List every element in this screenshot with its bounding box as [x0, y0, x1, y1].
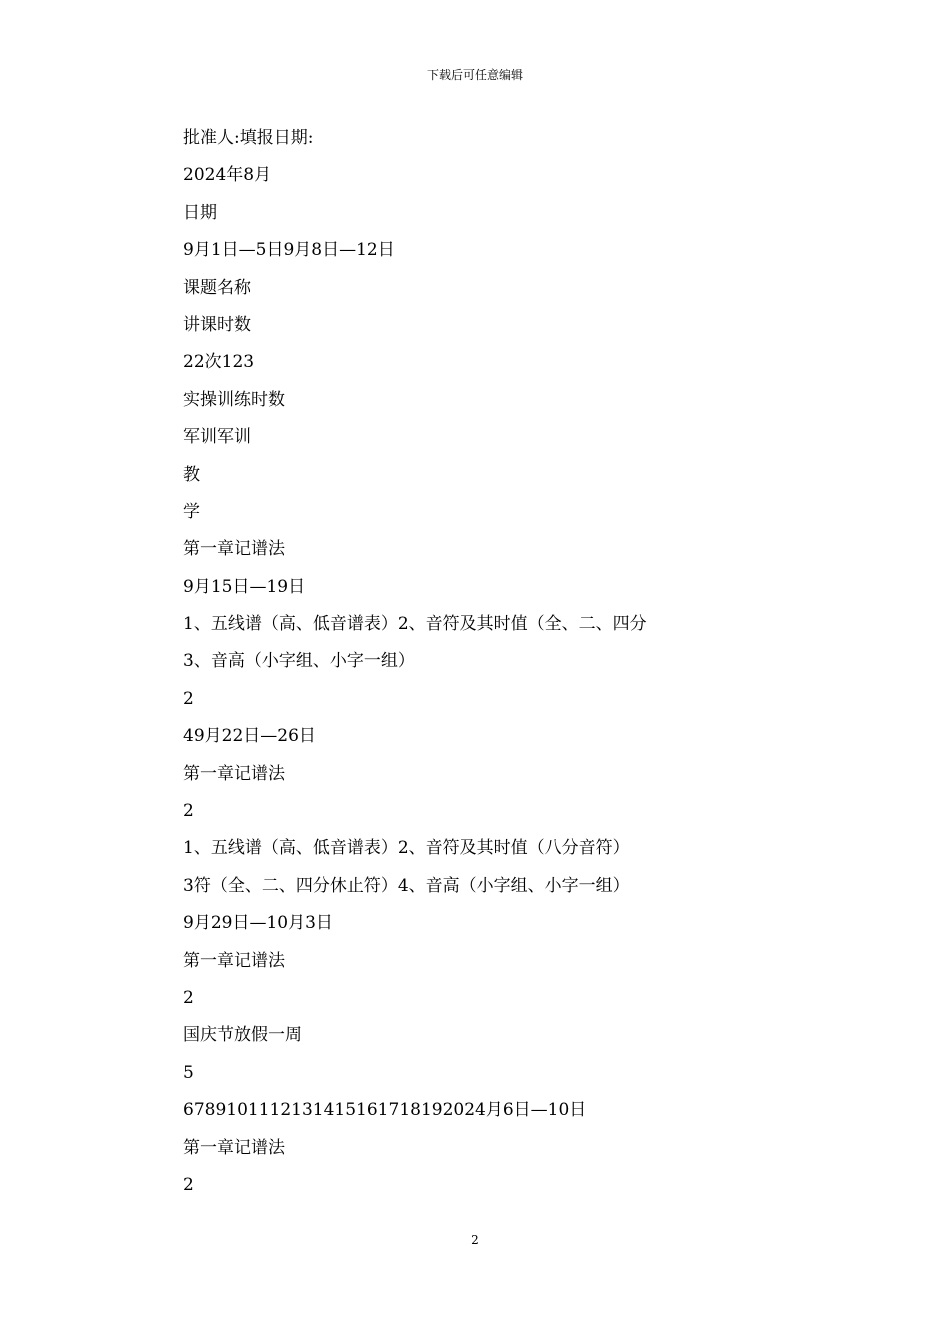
text-line: 教: [183, 464, 200, 485]
text-line: 6789101112131415161718192024月6日—10日: [183, 1100, 587, 1121]
text-line: 实操训练时数: [183, 389, 285, 410]
text-line: 2024年8月: [183, 165, 272, 186]
text-line: 1、五线谱（高、低音谱表）2、音符及其时值（全、二、四分: [183, 614, 647, 635]
text-line: 1、五线谱（高、低音谱表）2、音符及其时值（八分音符）: [183, 838, 630, 859]
text-line: 2: [183, 987, 194, 1008]
text-line: 5: [183, 1062, 194, 1083]
text-line: 讲课时数: [183, 314, 251, 335]
text-line: 3、音高（小字组、小字一组）: [183, 651, 415, 672]
text-line: 批准人:填报日期:: [183, 128, 314, 148]
text-line: 2: [183, 688, 194, 709]
text-line: 第一章记谱法: [183, 1137, 285, 1158]
text-line: 22次123: [183, 352, 255, 373]
text-line: 课题名称: [183, 277, 251, 298]
page-number: 2: [471, 1233, 479, 1247]
page-header: 下载后可任意编辑: [426, 68, 523, 82]
text-line: 第一章记谱法: [183, 539, 285, 560]
text-line: 学: [183, 501, 200, 522]
text-line: 49月22日—26日: [183, 726, 316, 747]
text-line: 日期: [183, 202, 217, 223]
text-line: 2: [183, 1174, 194, 1195]
text-line: 9月29日—10月3日: [183, 913, 333, 934]
text-line: 9月1日—5日9月8日—12日: [183, 240, 395, 261]
text-line: 国庆节放假一周: [183, 1025, 302, 1046]
text-line: 2: [183, 801, 194, 822]
text-line: 3符（全、二、四分休止符）4、音高（小字组、小字一组）: [183, 875, 630, 896]
document-body: [183, 126, 883, 1210]
text-line: 第一章记谱法: [183, 950, 285, 971]
text-line: 9月15日—19日: [183, 576, 306, 597]
text-line: 军训军训: [183, 427, 251, 448]
text-line: 第一章记谱法: [183, 763, 285, 784]
